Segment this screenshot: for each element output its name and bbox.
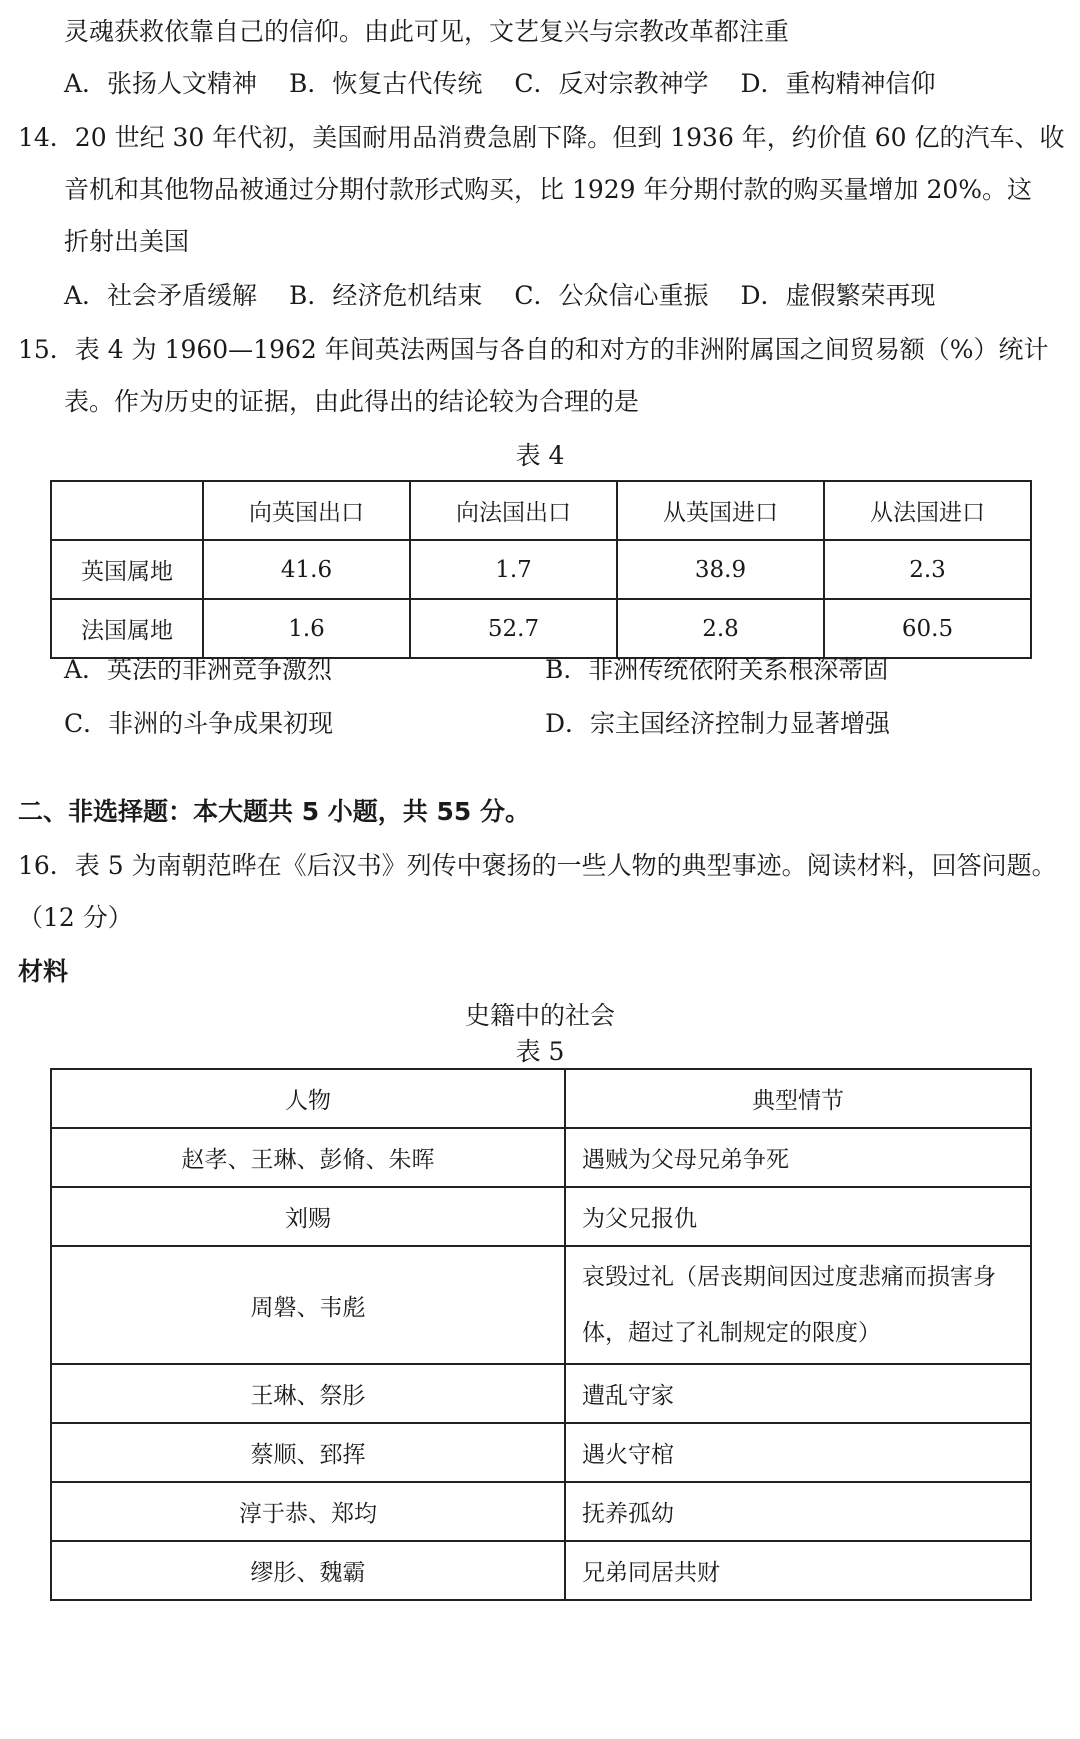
table4-cell: 2.8 (617, 599, 824, 658)
table5-row (51, 1187, 1031, 1246)
table4-cell: 1.7 (410, 540, 617, 599)
table4-header-cell (51, 481, 203, 540)
table4-cell: 38.9 (617, 540, 824, 599)
table5-row (51, 1364, 1031, 1423)
table5-header-cell: 典型情节 (565, 1069, 1031, 1128)
q15-option-c[interactable]: C．非洲的斗争成果初现 (64, 709, 334, 738)
table5-cell: 赵孝、王琳、彭脩、朱晖 (51, 1128, 565, 1187)
q14-stem-line2: 音机和其他物品被通过分期付款形式购买，比 1929 年分期付款的购买量增加 20%。这 (64, 175, 1033, 204)
q15-option-b[interactable]: B．非洲传统依附关系根深蒂固 (545, 655, 889, 684)
table5-row (51, 1246, 1031, 1364)
material-label: 材料 (18, 957, 69, 986)
table5-cell: 遇火守棺 (565, 1423, 1031, 1482)
table5-header-cell: 人物 (51, 1069, 565, 1128)
q13-option-d[interactable]: D．重构精神信仰 (740, 69, 936, 98)
table5-row (51, 1482, 1031, 1541)
table5-cell: 周磐、韦彪 (51, 1246, 565, 1364)
q15-stem-line1: 15．表 4 为 1960—1962 年间英法两国与各自的和对方的非洲附属国之间贸易额（%）统计 (18, 335, 1049, 364)
q14-option-b[interactable]: B．经济危机结束 (289, 281, 483, 310)
table4-header-cell: 向英国出口 (203, 481, 410, 540)
table4-cell: 60.5 (824, 599, 1031, 658)
table4-cell: 52.7 (410, 599, 617, 658)
q14-stem-line1: 14．20 世纪 30 年代初，美国耐用品消费急剧下降。但到 1936 年，约价值 60 亿的汽车、收 (18, 123, 1065, 152)
table5-cell: 遭乱守家 (565, 1364, 1031, 1423)
table4-header-cell: 向法国出口 (410, 481, 617, 540)
table4-caption: 表 4 (515, 441, 565, 470)
q13-options (64, 64, 959, 104)
table5-header-row (51, 1069, 1031, 1128)
q13-continuation: 灵魂获救依靠自己的信仰。由此可见，文艺复兴与宗教改革都注重 (64, 17, 790, 46)
table5-cell: 蔡顺、郅挥 (51, 1423, 565, 1482)
table4-cell: 法国属地 (51, 599, 203, 658)
q14-option-d[interactable]: D．虚假繁荣再现 (740, 281, 936, 310)
table5-cell: 遇贼为父母兄弟争死 (565, 1128, 1031, 1187)
table4-cell: 2.3 (824, 540, 1031, 599)
table4-header-row (51, 481, 1031, 540)
table5-cell: 抚养孤幼 (565, 1482, 1031, 1541)
table4-row (51, 540, 1031, 599)
q15-stem-line2: 表。作为历史的证据，由此得出的结论较为合理的是 (64, 387, 640, 416)
q14-option-c[interactable]: C．公众信心重振 (514, 281, 709, 310)
q15-option-d[interactable]: D．宗主国经济控制力显著增强 (545, 709, 891, 738)
table5-row (51, 1541, 1031, 1600)
q13-option-a[interactable]: A．张扬人文精神 (64, 69, 258, 98)
table5-cell: 哀毁过礼（居丧期间因过度悲痛而损害身体，超过了礼制规定的限度） (565, 1246, 1031, 1364)
q15-option-a[interactable]: A．英法的非洲竞争激烈 (64, 655, 333, 684)
q13-option-b[interactable]: B．恢复古代传统 (289, 69, 483, 98)
q16-stem-line1: 16．表 5 为南朝范晔在《后汉书》列传中褒扬的一些人物的典型事迹。阅读材料，回答问题。 (18, 851, 1057, 880)
table5-cell: 王琳、祭肜 (51, 1364, 565, 1423)
table4 (50, 480, 1032, 659)
q13-option-c[interactable]: C．反对宗教神学 (514, 69, 709, 98)
table5 (50, 1068, 1032, 1601)
q14-option-a[interactable]: A．社会矛盾缓解 (64, 281, 258, 310)
table4-header-cell: 从英国进口 (617, 481, 824, 540)
q16-stem-line2: （12 分） (18, 903, 133, 932)
table5-cell: 缪肜、魏霸 (51, 1541, 565, 1600)
table5-caption: 表 5 (515, 1037, 565, 1066)
table5-title: 史籍中的社会 (464, 1001, 615, 1030)
table4-header-cell: 从法国进口 (824, 481, 1031, 540)
q14-options (64, 276, 959, 316)
table5-cell: 淳于恭、郑均 (51, 1482, 565, 1541)
section2-heading: 二、非选择题：本大题共 5 小题，共 55 分。 (18, 797, 531, 826)
table5-cell: 兄弟同居共财 (565, 1541, 1031, 1600)
table5-row (51, 1128, 1031, 1187)
q14-stem-line3: 折射出美国 (64, 227, 190, 256)
table5-row (51, 1423, 1031, 1482)
table4-cell: 41.6 (203, 540, 410, 599)
table5-cell: 刘赐 (51, 1187, 565, 1246)
table5-cell: 为父兄报仇 (565, 1187, 1031, 1246)
table4-cell: 1.6 (203, 599, 410, 658)
table4-cell: 英国属地 (51, 540, 203, 599)
